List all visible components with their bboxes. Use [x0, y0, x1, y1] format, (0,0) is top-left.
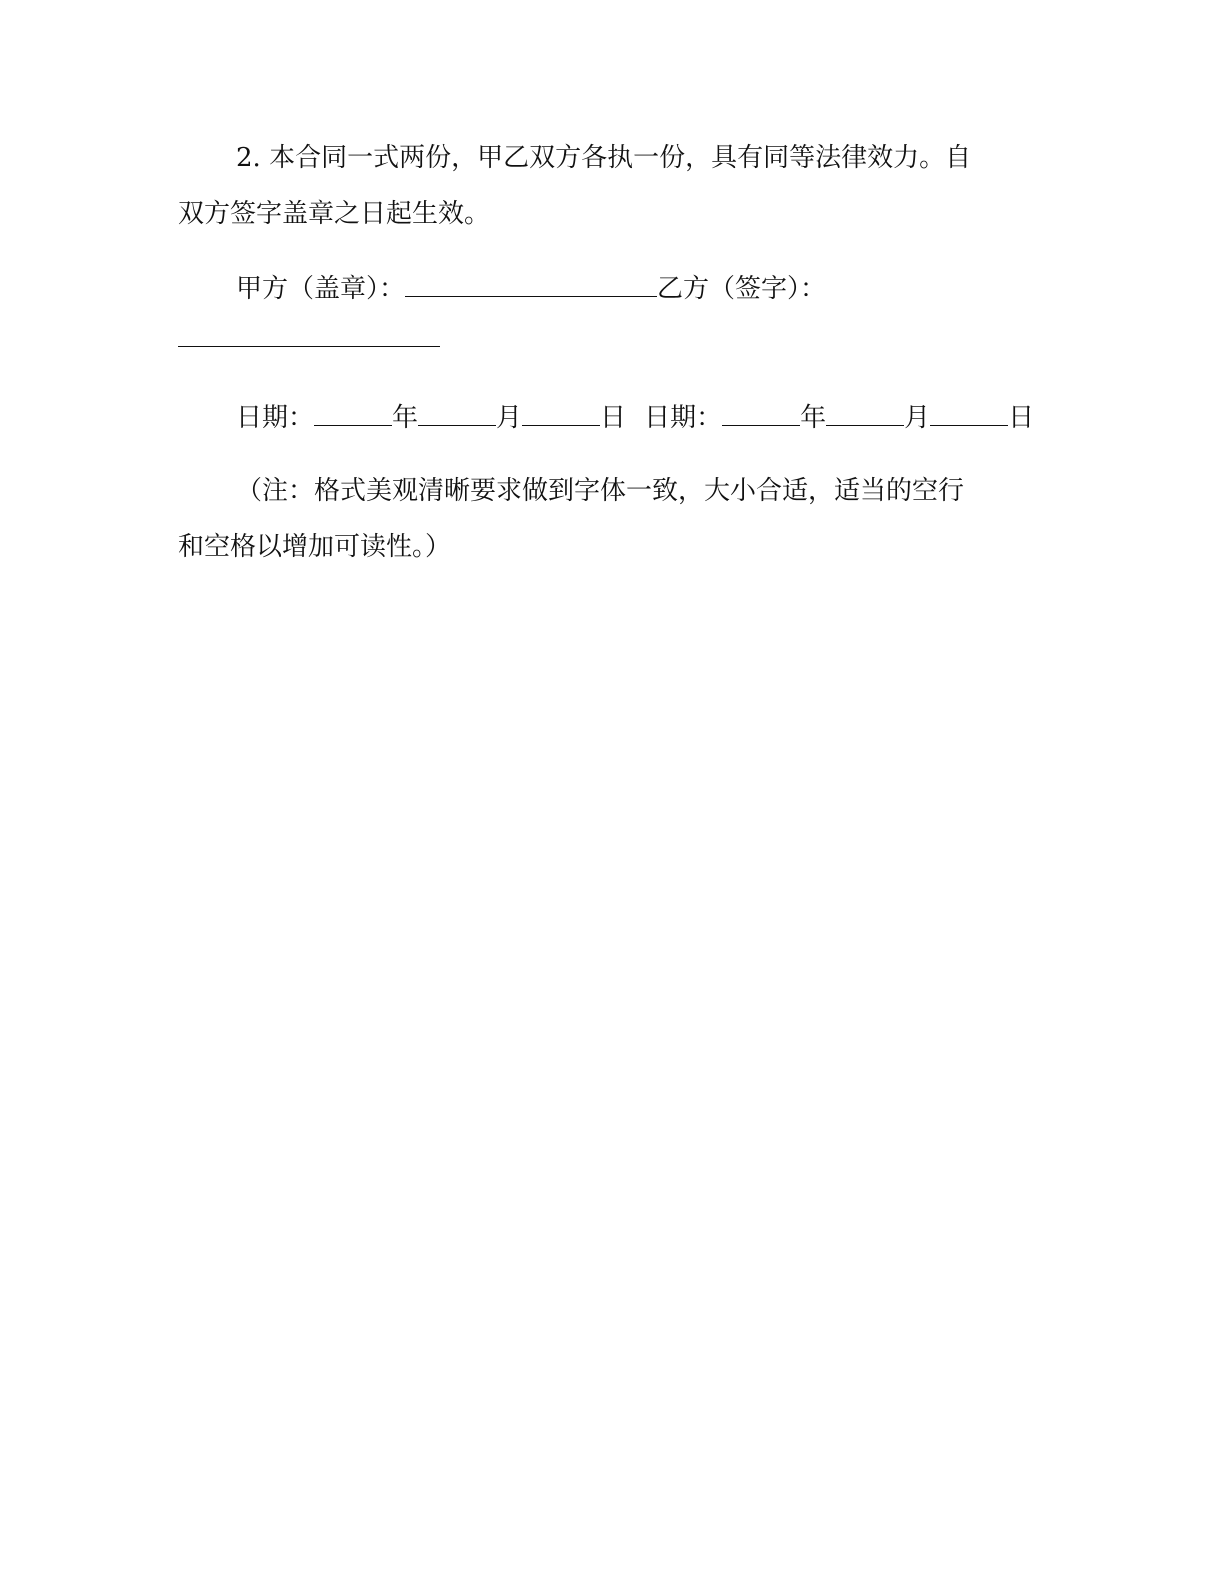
- date-row: [236, 399, 1034, 435]
- date-a-month-blank: [418, 399, 496, 426]
- date-b-day-blank: [930, 399, 1008, 426]
- party-a-label: 甲方（盖章）：: [236, 274, 406, 304]
- party-b-signature-line: [178, 320, 440, 347]
- date-a-year-unit: 年: [392, 403, 419, 433]
- clause-2-line-2: 双方签字盖章之日起生效。: [178, 199, 491, 229]
- date-b-month-unit: 月: [904, 403, 931, 433]
- clause-2-line-1: 2. 本合同一式两份，甲乙双方各执一份，具有同等法律效力。自: [236, 143, 972, 173]
- date-b-label: 日期：: [644, 403, 723, 433]
- party-a-signature-line: [405, 270, 657, 297]
- date-a-day-blank: [522, 399, 600, 426]
- date-a-label: 日期：: [236, 403, 315, 433]
- note-line-1: （注：格式美观清晰要求做到字体一致，大小合适，适当的空行: [236, 476, 965, 506]
- date-b-month-blank: [826, 399, 904, 426]
- date-a-day-unit: 日: [600, 403, 627, 433]
- date-b-year-unit: 年: [800, 403, 827, 433]
- date-b-day-unit: 日: [1008, 403, 1035, 433]
- date-a-year-blank: [314, 399, 392, 426]
- date-b-year-blank: [722, 399, 800, 426]
- note-line-2: 和空格以增加可读性。）: [178, 532, 452, 562]
- party-b-signature-row: [178, 320, 440, 356]
- signature-row: [236, 270, 826, 306]
- date-a-month-unit: 月: [496, 403, 523, 433]
- party-b-label: 乙方（签字）：: [657, 274, 827, 304]
